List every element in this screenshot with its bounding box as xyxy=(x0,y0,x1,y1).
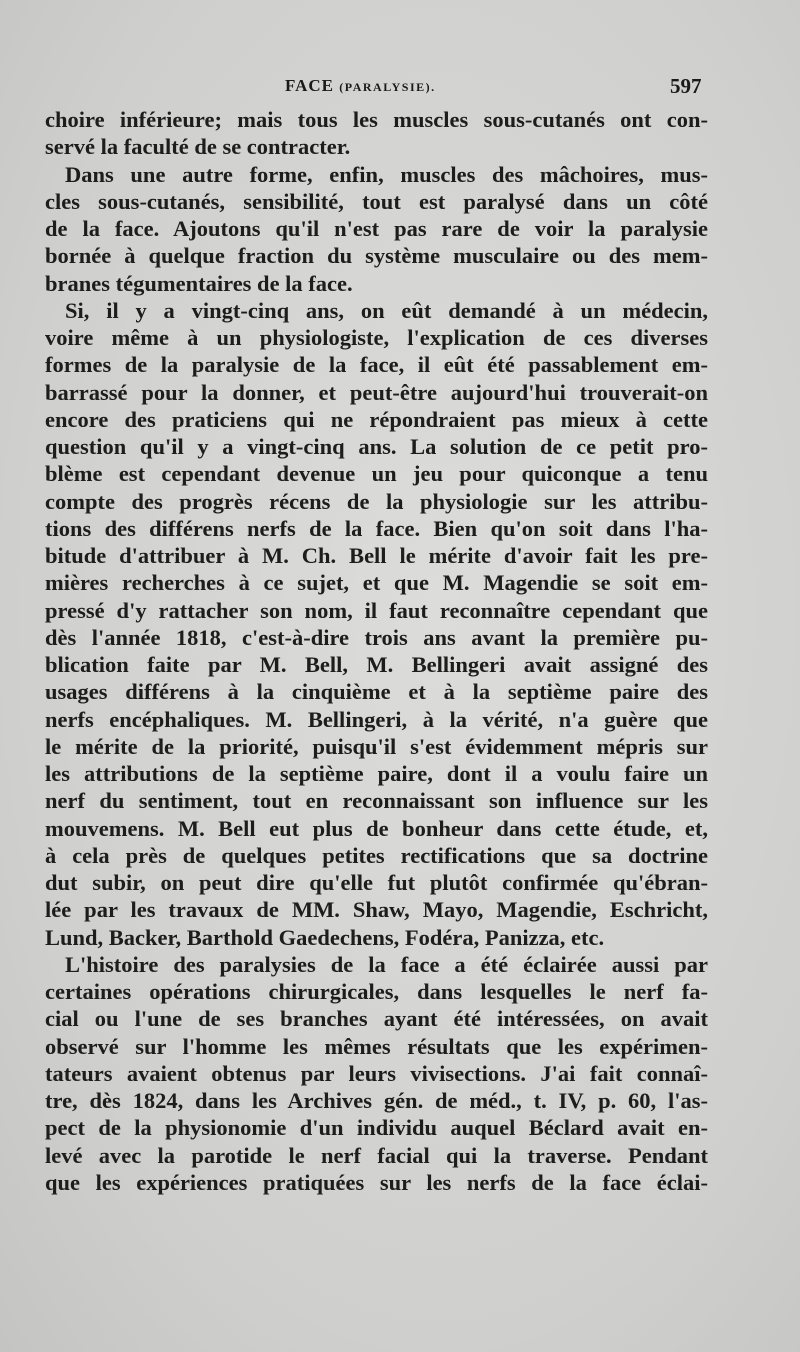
page-body-text xyxy=(45,106,708,1196)
text-line: tateurs avaient obtenus par leurs vivisections. J'ai fait connaî- xyxy=(45,1060,708,1086)
text-line: choire inférieure; mais tous les muscles sous-cutanés ont con- xyxy=(45,107,708,132)
text-line: bornée à quelque fraction du système musculaire ou des mem- xyxy=(45,243,708,269)
text-line: cles sous-cutanés, sensibilité, tout est paralysé dans un côté xyxy=(45,188,708,214)
text-line: servé la faculté de se contracter. xyxy=(45,134,351,160)
running-title xyxy=(285,76,436,96)
text-line: lée par les travaux de MM. Shaw, Mayo, Magendie, Eschricht, xyxy=(45,897,708,923)
text-line: dès l'année 1818, c'est-à-dire trois ans avant la première pu- xyxy=(45,624,708,650)
text-line: le mérite de la priorité, puisqu'il s'est évidemment mépris sur xyxy=(45,733,708,759)
text-line: Dans une autre forme, enfin, muscles des mâchoires, mus- xyxy=(65,161,708,187)
text-line: certaines opérations chirurgicales, dans lesquelles le nerf fa- xyxy=(45,979,708,1004)
text-line: levé avec la parotide le nerf facial qui la traverse. Pendant xyxy=(45,1142,708,1168)
text-line: voire même à un physiologiste, l'explication de ces diverses xyxy=(45,325,708,350)
text-line: tre, dès 1824, dans les Archives gén. de méd., t. IV, p. 60, l'as- xyxy=(45,1088,708,1113)
text-line: tions des différens nerfs de la face. Bien qu'on soit dans l'ha- xyxy=(45,515,708,541)
text-line: à cela près de quelques petites rectifications que sa doctrine xyxy=(45,842,708,868)
text-line: les attributions de la septième paire, dont il a voulu faire un xyxy=(45,761,708,786)
text-line: dut subir, on peut dire qu'elle fut plutôt confirmée qu'ébran- xyxy=(45,870,708,895)
text-line: formes de la paralysie de la face, il eût été passablement em- xyxy=(45,352,708,378)
running-title-sub: (PARALYSIE). xyxy=(339,80,436,94)
text-line: encore des praticiens qui ne répondraient pas mieux à cette xyxy=(45,406,708,432)
text-line: blème est cependant devenue un jeu pour quiconque a tenu xyxy=(45,461,708,487)
text-line: compte des progrès récens de la physiologie sur les attribu- xyxy=(45,488,708,514)
text-line: nerf du sentiment, tout en reconnaissant son influence sur les xyxy=(45,788,708,814)
text-line: blication faite par M. Bell, M. Bellingeri avait assigné des xyxy=(45,652,708,677)
text-line: question qu'il y a vingt-cinq ans. La solution de ce petit pro- xyxy=(45,434,708,459)
page-number: 597 xyxy=(670,74,702,98)
text-line: de la face. Ajoutons qu'il n'est pas rare de voir la paralysie xyxy=(45,216,708,241)
text-line: nerfs encéphaliques. M. Bellingeri, à la vérité, n'a guère que xyxy=(45,706,708,732)
text-line: usages différens à la cinquième et à la septième paire des xyxy=(45,679,708,705)
text-line: L'histoire des paralysies de la face a été éclairée aussi par xyxy=(65,951,708,977)
text-line: cial ou l'une de ses branches ayant été intéressées, on avait xyxy=(45,1006,708,1032)
text-line: mières recherches à ce sujet, et que M. Magendie se soit em- xyxy=(45,570,708,596)
text-line: que les expériences pratiquées sur les nerfs de la face éclai- xyxy=(45,1169,708,1195)
text-line: Lund, Backer, Barthold Gaedechens, Fodéra, Panizza, etc. xyxy=(45,924,605,950)
text-line: barrassé pour la donner, et peut-être aujourd'hui trouverait-on xyxy=(45,379,708,405)
text-line: mouvemens. M. Bell eut plus de bonheur dans cette étude, et, xyxy=(45,815,708,841)
text-line: Si, il y a vingt-cinq ans, on eût demandé à un médecin, xyxy=(65,297,708,323)
text-line: pect de la physionomie d'un individu auquel Béclard avait en- xyxy=(45,1115,708,1141)
text-line: pressé d'y rattacher son nom, il faut reconnaître cependant que xyxy=(45,597,708,623)
text-line: observé sur l'homme les mêmes résultats que les expérimen- xyxy=(45,1033,708,1059)
running-header xyxy=(0,72,800,106)
running-title-main: FACE xyxy=(285,76,335,95)
text-line: bitude d'attribuer à M. Ch. Bell le mérite d'avoir fait les pre- xyxy=(45,543,708,568)
text-line: branes tégumentaires de la face. xyxy=(45,270,353,296)
